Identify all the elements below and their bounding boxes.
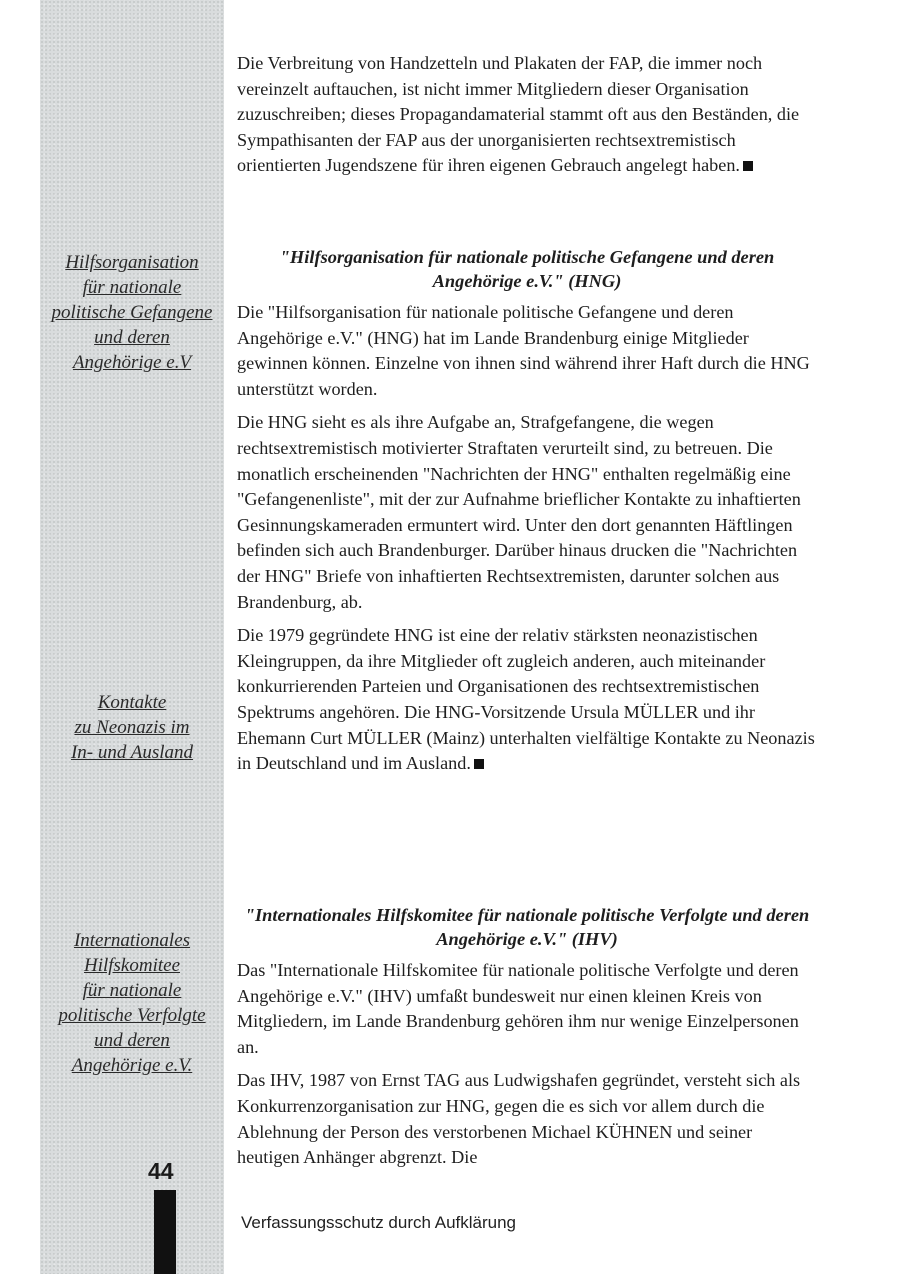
section-heading-ihv: "Internationales Hilfskomitee für nationale politische Verfolgte und deren Angehörige e.V." (IHV)	[244, 905, 810, 949]
paragraph: Die Verbreitung von Handzetteln und Plakaten der FAP, die immer noch vereinzelt auftauchen, ist nicht immer Mitgliedern dieser Organisation zuzuschreiben; dieses Propagandamaterial stammt oft aus den Beständen, die Sympathisanten der FAP aus der unorganisierten rechtsextremistisch orientierten Jugendszene für ihren eigenen Gebrauch angelegt haben.	[237, 53, 800, 176]
section-heading-hng: "Hilfsorganisation für nationale politische Gefangene und deren Angehörige e.V." (HNG)	[279, 247, 775, 291]
section-body-ihv	[237, 958, 817, 1179]
paragraph: Die "Hilfsorganisation für nationale politische Gefangene und deren Angehörige e.V." (HNG) hat im Lande Brandenburg einige Mitglieder gewinnen können. Einzelne von ihnen sind während ihrer Haft durch die HNG unterstützt worden.	[237, 302, 810, 399]
paragraph: Die 1979 gegründete HNG ist eine der relativ stärksten neonazistischen Kleingruppen, da ihre Mitglieder oft zugleich anderen, auch miteinander konkurrierenden Parteien und Organisationen des rechtsextremistischen Spektrums angehören. Die HNG-Vorsitzende Ursula MÜLLER und ihr Ehemann Curt MÜLLER (Mainz) unterhalten vielfältige Kontakte zu Neonazis in Deutschland und im Ausland.	[237, 625, 815, 774]
paragraph: Die HNG sieht es als ihre Aufgabe an, Strafgefangene, die wegen rechtsextremistisch motivierter Straftaten verurteilt sind, zu betreuen. Die monatlich erscheinenden "Nachrichten der HNG" enthalten regelmäßig eine "Gefangenenliste", mit der zur Aufnahme brieflicher Kontakte zu inhaftierten Gesinnungskameraden ermuntert wird. Unter den dort genannten Häftlingen befinden sich auch Brandenburger. Darüber hinaus drucken die "Nachrichten der HNG" Briefe von inhaftierten Rechtsextremisten, darunter solchen aus Brandenburg, ab.	[237, 412, 801, 612]
end-of-section-mark	[743, 161, 753, 171]
margin-note-ihv: Internationales Hilfskomitee für nationale politische Verfolgte und deren Angehörige e.V.	[58, 930, 206, 1076]
section-body-hng	[237, 300, 817, 785]
margin-note-hng: Hilfsorganisation für nationale politische Gefangene und deren Angehörige e.V	[51, 252, 213, 373]
page-number: 44	[148, 1158, 174, 1184]
paragraph: Das IHV, 1987 von Ernst TAG aus Ludwigshafen gegründet, versteht sich als Konkurrenzorganisation zur HNG, gegen die es sich vor allem durch die Ablehnung der Person des verstorbenen Michael KÜHNEN und seiner heutigen Anhänger abgrenzt. Die	[237, 1070, 801, 1168]
paragraph: Das "Internationale Hilfskomitee für nationale politische Verfolgte und deren Angehörige e.V." (IHV) umfaßt bundesweit nur einen kleinen Kreis von Mitgliedern, im Lande Brandenburg gehören ihm nur wenige Einzelpersonen an.	[237, 960, 799, 1057]
page-footer: Verfassungsschutz durch Aufklärung	[241, 1213, 516, 1232]
end-of-section-mark	[474, 759, 484, 769]
margin-note-contacts: Kontakte zu Neonazis im In- und Ausland	[70, 692, 194, 763]
intro-text	[237, 51, 817, 187]
margin-sidebar	[40, 0, 224, 1274]
page-marker-bar	[154, 1190, 176, 1274]
